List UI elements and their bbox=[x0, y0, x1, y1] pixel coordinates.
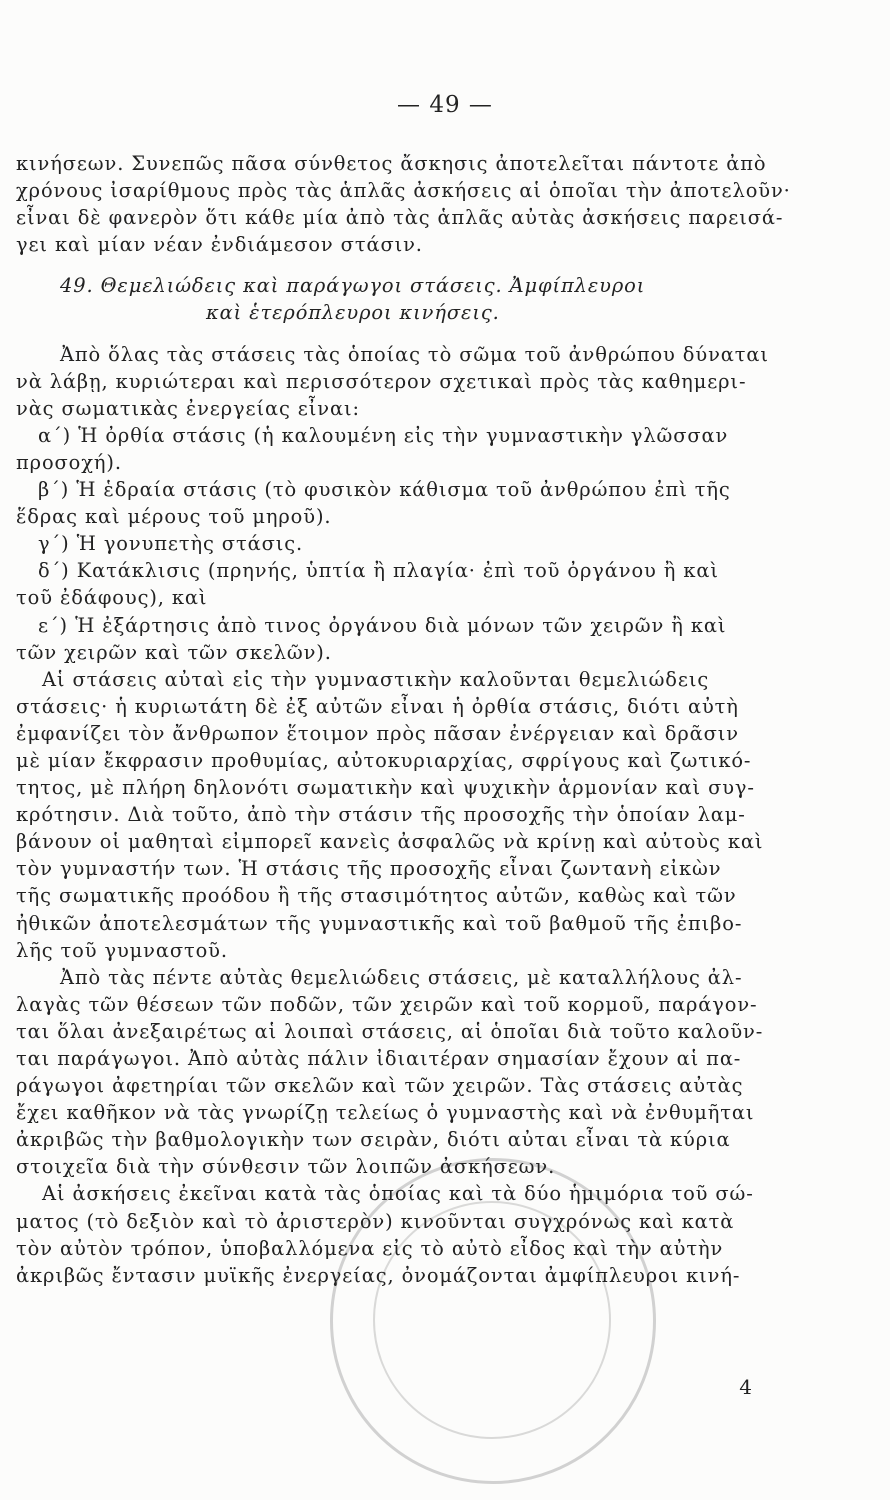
text-line: τὸν γυμναστήν των. Ἡ στάσις τῆς προσοχῆς εἶναι ζωντανὴ εἰκὼν bbox=[16, 857, 722, 881]
text-line: ματος (τὸ δεξιὸν καὶ τὸ ἀριστερὸν) κινοῦνται συγχρόνως καὶ κατὰ bbox=[16, 1209, 735, 1233]
text-line: ράγωγοι ἀφετηρίαι τῶν σκελῶν καὶ τῶν χειρῶν. Τὰς στάσεις αὐτὰς bbox=[16, 1074, 744, 1098]
list-item: δ΄) Κατάκλισις (πρηνής, ὑπτία ἢ πλαγία· ἐπὶ τοῦ ὀργάνου ἢ καὶ bbox=[38, 559, 719, 583]
text-line: ἕδρας καὶ μέρους τοῦ μηροῦ). bbox=[16, 505, 332, 529]
text-line: ἠθικῶν ἀποτελεσμάτων τῆς γυμναστικῆς καὶ τοῦ βαθμοῦ τῆς ἐπιβο- bbox=[16, 911, 743, 935]
text-line: ται παράγωγοι. Ἀπὸ αὐτὰς πάλιν ἰδιαιτέραν σημασίαν ἔχουν αἱ πα- bbox=[16, 1047, 742, 1070]
section-gap bbox=[16, 327, 776, 341]
text-line: στάσεις· ἡ κυριωτάτη δὲ ἐξ αὐτῶν εἶναι ἡ ὀρθία στάσις, διότι αὐτὴ bbox=[16, 694, 739, 718]
text-line: Ἀπὸ τὰς πέντε αὐτὰς θεμελιώδεις στάσεις, μὲ καταλλήλους ἀλ- bbox=[60, 965, 743, 989]
text-line: χρόνους ἰσαρίθμους πρὸς τὰς ἁπλᾶς ἀσκήσεις αἱ ὁποῖαι τὴν ἀποτελοῦν· bbox=[16, 179, 791, 203]
text-line: τοῦ ἐδάφους), καὶ bbox=[16, 586, 208, 610]
text-line: ἐμφανίζει τὸν ἄνθρωπον ἕτοιμον πρὸς πᾶσαν ἐνέργειαν καὶ δρᾶσιν bbox=[16, 721, 739, 745]
text-line: νὰς σωματικὰς ἐνεργείας εἶναι: bbox=[16, 396, 360, 420]
section-heading-continued: καὶ ἑτερόπλευροι κινήσεις. bbox=[206, 301, 500, 325]
body-text bbox=[16, 150, 791, 1289]
text-line: ἀκριβῶς ἔντασιν μυϊκῆς ἐνεργείας, ὀνομάζονται ἀμφίπλευροι κινή- bbox=[16, 1263, 741, 1287]
text-line: Ἀπὸ ὅλας τὰς στάσεις τὰς ὁποίας τὸ σῶμα τοῦ ἀνθρώπου δύναται bbox=[60, 342, 769, 366]
list-item: ε΄) Ἡ ἐξάρτησις ἀπὸ τινος ὀργάνου διὰ μόνων τῶν χειρῶν ἢ καὶ bbox=[38, 613, 727, 637]
text-line: βάνουν οἱ μαθηταὶ εἰμπορεῖ κανεὶς ἀσφαλῶς νὰ κρίνῃ καὶ αὐτοὺς καὶ bbox=[16, 830, 764, 854]
text-line: στοιχεῖα διὰ τὴν σύνθεσιν τῶν λοιπῶν ἀσκήσεων. bbox=[16, 1155, 556, 1179]
text-line: προσοχή). bbox=[16, 450, 122, 474]
text-line: τῶν χειρῶν καὶ τῶν σκελῶν). bbox=[16, 640, 332, 664]
text-line: νὰ λάβῃ, κυριώτεραι καὶ περισσότερον σχετικαὶ πρὸς τὰς καθημερι- bbox=[16, 369, 747, 393]
folio-number: 4 bbox=[739, 1375, 752, 1399]
list-item: β΄) Ἡ ἑδραία στάσις (τὸ φυσικὸν κάθισμα τοῦ ἀνθρώπου ἐπὶ τῆς bbox=[38, 478, 731, 502]
text-line: μὲ μίαν ἔκφρασιν προθυμίας, αὐτοκυριαρχίας, σφρίγους καὶ ζωτικό- bbox=[16, 748, 752, 772]
text-line: κινήσεων. Συνεπῶς πᾶσα σύνθετος ἄσκησις ἀποτελεῖται πάντοτε ἀπὸ bbox=[16, 152, 767, 175]
text-line: κρότησιν. Διὰ τοῦτο, ἀπὸ τὴν στάσιν τῆς προσοχῆς τὴν ὁποίαν λαμ- bbox=[16, 803, 746, 827]
text-line: τῆς σωματικῆς προόδου ἢ τῆς στασιμότητος αὐτῶν, καθὼς καὶ τῶν bbox=[16, 884, 737, 908]
text-line: τὸν αὐτὸν τρόπον, ὑποβαλλόμενα εἰς τὸ αὐτὸ εἶδος καὶ τὴν αὐτὴν bbox=[16, 1236, 724, 1260]
text-line: ἔχει καθῆκον νὰ τὰς γνωρίζῃ τελείως ὁ γυμναστὴς καὶ νὰ ἐνθυμῆται bbox=[16, 1101, 755, 1125]
text-line: Αἱ στάσεις αὐταὶ εἰς τὴν γυμναστικὴν καλοῦνται θεμελιώδεις bbox=[42, 667, 710, 691]
list-item: α΄) Ἡ ὀρθία στάσις (ἡ καλουμένη εἰς τὴν γυμναστικὴν γλῶσσαν bbox=[38, 423, 729, 447]
text-line: ἀκριβῶς τὴν βαθμολογικὴν των σειρὰν, διότι αὐται εἶναι τὰ κύρια bbox=[16, 1128, 731, 1152]
text-line: ται ὅλαι ἀνεξαιρέτως αἱ λοιπαὶ στάσεις, αἱ ὁποῖαι διὰ τοῦτο καλοῦν- bbox=[16, 1019, 764, 1043]
page-number: — 49 — bbox=[397, 92, 493, 118]
section-heading: 49. Θεμελιώδεις καὶ παράγωγοι στάσεις. Ἀμφίπλευροι bbox=[60, 274, 646, 298]
text-line: λαγὰς τῶν θέσεων τῶν ποδῶν, τῶν χειρῶν καὶ τοῦ κορμοῦ, παράγον- bbox=[16, 992, 758, 1016]
list-item: γ΄) Ἡ γονυπετὴς στάσις. bbox=[38, 532, 304, 556]
text-line: Αἱ ἀσκήσεις ἐκεῖναι κατὰ τὰς ὁποίας καὶ τὰ δύο ἡμιμόρια τοῦ σώ- bbox=[42, 1182, 754, 1206]
text-line: εἶναι δὲ φανερὸν ὅτι κάθε μία ἀπὸ τὰς ἁπλᾶς αὐτὰς ἀσκήσεις παρεισά- bbox=[16, 206, 784, 230]
section-gap bbox=[16, 258, 776, 272]
text-line: λῆς τοῦ γυμναστοῦ. bbox=[16, 938, 228, 962]
text-line: τητος, μὲ πλήρη δηλονότι σωματικὴν καὶ ψυχικὴν ἁρμονίαν καὶ συγ- bbox=[16, 776, 755, 800]
text-line: γει καὶ μίαν νέαν ἐνδιάμεσον στάσιν. bbox=[16, 233, 423, 257]
